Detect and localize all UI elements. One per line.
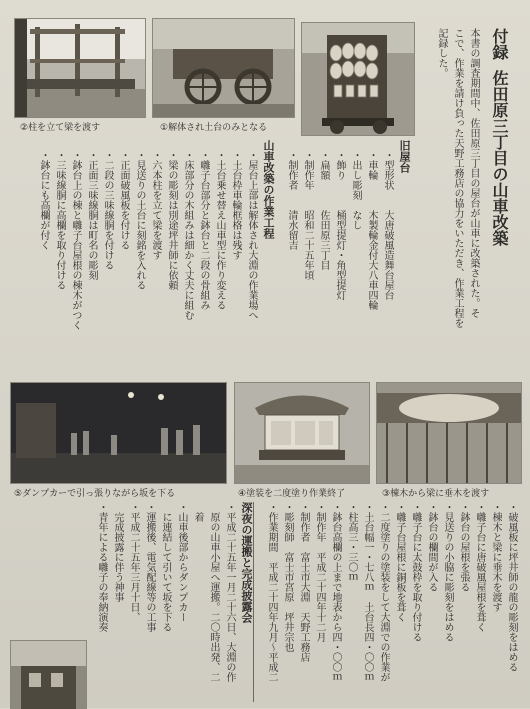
transport-heading: 深夜の運搬と完成披露会 (240, 502, 253, 623)
process-row: ・鉢台上の棟と囃子台屋根の棟木がつく (70, 150, 81, 330)
intro-line-3: 記録した。 (436, 28, 447, 78)
photo-painted-image (235, 383, 369, 483)
process-heading: 山車改築の作業工程 (262, 140, 275, 239)
caption-photo1: ①解体され土台のみとなる (160, 123, 268, 133)
caption-photo2: ②柱を立て梁を渡す (20, 123, 101, 133)
process-row: ・六本柱を立て梁を渡す (150, 150, 161, 260)
old-yatai-row: ・型形状 大唐破風造舞台屋台 (382, 150, 393, 300)
photo-dismantled-image (153, 19, 294, 117)
photo-completed-partial-image (11, 641, 86, 709)
transport-row: ・平成二十五年一月二十六日、大淵の作 (224, 502, 235, 682)
transport-row: ・運搬後、電気配線等の工事 (144, 502, 155, 632)
photo-frame-assembly-image (15, 19, 145, 117)
caption-photo5: ⑤ダンプカーで引っ張りながら坂を下る (14, 489, 176, 499)
spec-row: ・鉢台の屋根を張る (458, 502, 469, 592)
page-title: 佐田原三丁目の山車改築 (490, 70, 509, 246)
transport-row: ・平成二十五年三月十日、 (128, 502, 139, 622)
spec-row: ・囃子台屋根に銅板を葺く (394, 502, 405, 622)
photo-frame-assembly (14, 18, 146, 118)
old-yatai-row: ・出し彫刻 なし (350, 150, 361, 230)
spec-row: ・鉢台高欄の上まで地表から四・〇〇ｍ (330, 502, 341, 682)
process-row: ・鉢台にも高欄が付く (38, 150, 49, 250)
old-yatai-heading: 旧屋台 (398, 140, 411, 173)
spec-row: ・囃子台に太鼓枠を取り付ける (410, 502, 421, 642)
transport-row: ・青年による囃子の奉納演奏 (96, 502, 107, 632)
process-row: ・三味線胴に高欄を取り付ける (54, 150, 65, 290)
transport-row: ・山車後部からダンプカー (176, 502, 187, 622)
process-row: ・梁の彫刻は別途坪井師に依頼 (166, 150, 177, 290)
process-row: ・床部分の木組みは細かく丈夫に組む (182, 150, 193, 320)
transport-row: 完成披露に伴う神事 (112, 502, 123, 602)
photo-rafters-image (377, 383, 521, 483)
spec-row: ・鉢台の欄間が入る (426, 502, 437, 592)
old-yatai-row: ・扁額 佐田原三丁目 (318, 150, 329, 270)
spec-row: ・囃子台に唐破風屋根を葺く (474, 502, 485, 632)
transport-row: に連結して引いて坂を下る (160, 502, 171, 632)
old-yatai-row: ・制作年 昭和二十五年頃 (302, 150, 313, 280)
photo-night-transport (10, 382, 227, 484)
intro-line-1: 本書の調査期間中、佐田原三丁目の屋台が山車に改築された。そ (468, 28, 479, 318)
process-row: ・二段の三味線胴を付ける (102, 150, 113, 270)
spec-row: ・彫刻師 富士市宮原 坪井宗也 (282, 502, 293, 652)
photo-old-yatai (301, 22, 415, 136)
photo-rafters (376, 382, 522, 484)
transport-row: 着 (192, 502, 203, 522)
spec-row: ・見送りの小脇に彫刻をはめる (442, 502, 453, 642)
spec-row: ・制作年 平成二十四年十二月 (314, 502, 325, 642)
spec-row: ・制作者 富士市大淵 天野工務店 (298, 502, 309, 662)
process-row: ・土台枠車輪框格は残す (230, 150, 241, 260)
spec-row: ・作業期間 平成二十四年九月～平成二 (266, 502, 277, 682)
process-row: ・屋台上部は解体され大淵の作業場へ (246, 150, 257, 320)
photo-painted (234, 382, 370, 484)
spec-row: ・棟木と梁に垂木を渡す (490, 502, 501, 612)
section-divider (253, 502, 254, 702)
photo-completed-partial (10, 640, 87, 709)
spec-row: ・柱高三・三〇ｍ (346, 502, 357, 582)
photo-old-yatai-image (302, 23, 414, 135)
caption-photo4: ④塗装を二度塗り作業終了 (238, 489, 346, 499)
process-row: ・囃子台部分と鉢台と二段の骨組み (198, 150, 209, 310)
old-yatai-row: ・制作者 清水留吉 (286, 150, 297, 250)
spec-row: ・土台幅一・七八ｍ 土台長四・〇〇ｍ (362, 502, 373, 682)
photo-night-transport-image (11, 383, 226, 483)
appendix-label: 付録 (490, 28, 509, 60)
process-row: ・正面三味線胴は町名の彫刻 (86, 150, 97, 280)
process-row: ・土台乗せ替え山車型に作り変える (214, 150, 225, 310)
caption-photo3: ③棟木から梁に垂木を渡す (382, 489, 490, 499)
photo-dismantled (152, 18, 295, 118)
transport-row: 原の山車小屋へ運搬。二〇時出発、二 (208, 502, 219, 682)
old-yatai-row: ・車輪 木製輪金付大八車四輪 (366, 150, 377, 310)
intro-line-2: こで、作業を請け負った天野工務店の協力をいただき、作業工程を (452, 28, 463, 328)
spec-row: ・二度塗りの塗装をして大淵での作業が (378, 502, 389, 682)
old-yatai-row: ・飾り 桶型提灯・角型提灯 (334, 150, 345, 300)
process-row: ・見送りの土台に刻銘を入れる (134, 150, 145, 290)
process-row: ・正面破風板を付ける (118, 150, 129, 250)
spec-row: ・破風板に坪井師の龍の彫刻をはめる (506, 502, 517, 672)
